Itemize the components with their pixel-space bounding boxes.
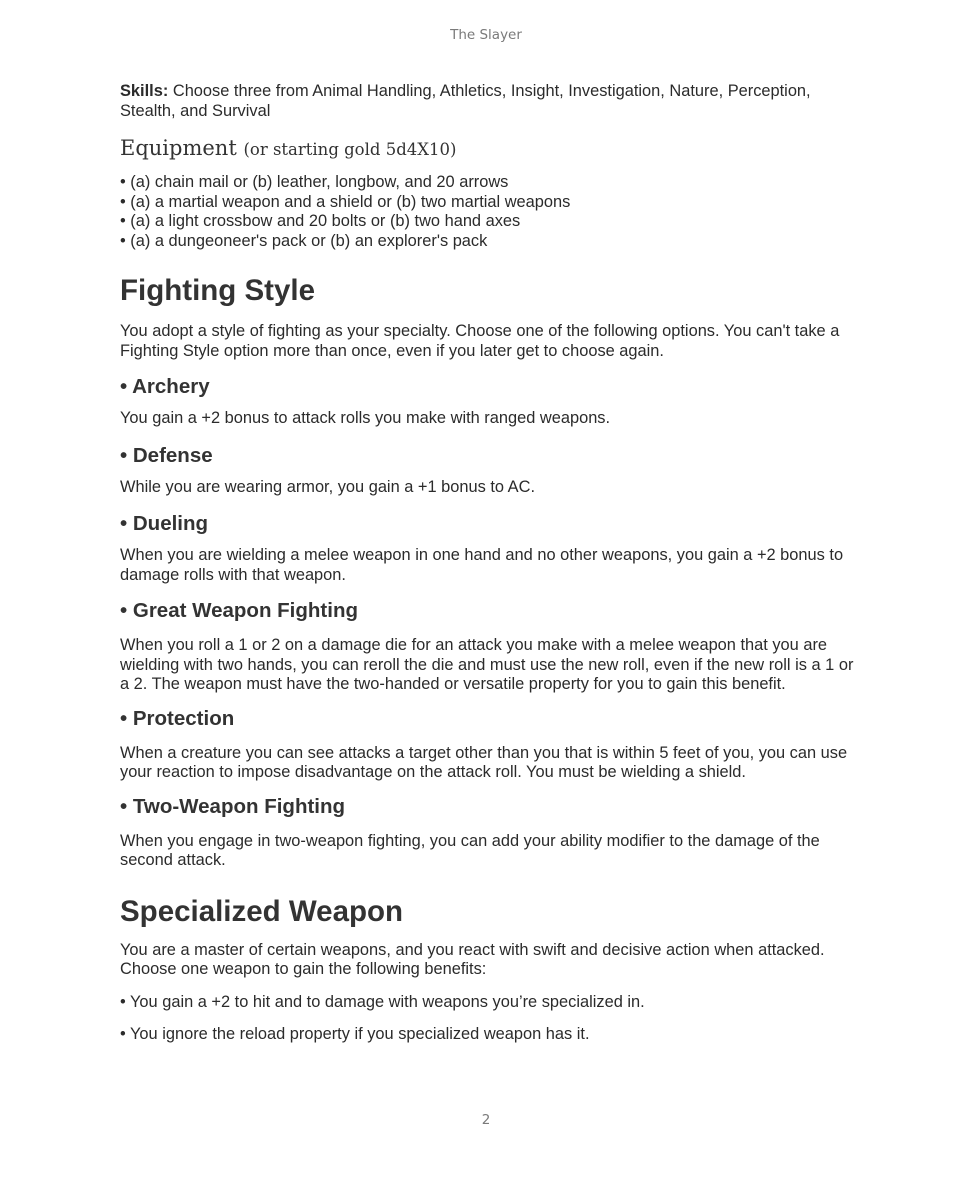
specialized-weapon-heading: Specialized Weapon xyxy=(120,894,404,928)
option-title-archery: • Archery xyxy=(120,375,210,399)
option-title-defense: • Defense xyxy=(120,443,213,467)
option-text-archery: You gain a +2 bonus to attack rolls you make with ranged weapons. xyxy=(120,409,611,428)
equipment-item: • (a) a dungeoneer's pack or (b) an explorer's pack xyxy=(120,231,488,250)
specialized-weapon-intro: You are a master of certain weapons, and you react with swift and decisive action when attacked. Choose one weapon to gain the following benefits: xyxy=(120,940,825,979)
equipment-item: • (a) a martial weapon and a shield or (b) two martial weapons xyxy=(120,192,571,211)
option-text-two-weapon-fighting: When you engage in two-weapon fighting, you can add your ability modifier to the damage of the second attack. xyxy=(120,831,820,870)
option-text-protection: When a creature you can see attacks a target other than you that is within 5 feet of you, you can use your reaction to impose disadvantage on the attack roll. You must be wielding a shield. xyxy=(120,743,848,782)
equipment-heading xyxy=(120,135,860,163)
equipment-list xyxy=(120,173,860,251)
equipment-item: • (a) chain mail or (b) leather, longbow, and 20 arrows xyxy=(120,173,509,191)
option-title-two-weapon-fighting: • Two-Weapon Fighting xyxy=(120,794,346,818)
skills-paragraph xyxy=(120,82,860,121)
equipment-subtitle: (or starting gold 5d4X10) xyxy=(243,140,457,159)
option-text-great-weapon-fighting: When you roll a 1 or 2 on a damage die for an attack you make with a melee weapon that you are wielding with two hands, you can reroll the die and must use the new roll, even if the new roll is a 1 or a 2. The weapon must have the two-handed or versatile property for you to gain this benefit. xyxy=(120,636,854,694)
running-header: The Slayer xyxy=(450,27,522,43)
specialized-weapon-item: • You ignore the reload property if you specialized weapon has it. xyxy=(120,1025,590,1044)
equipment-item: • (a) a light crossbow and 20 bolts or (b) two hand axes xyxy=(120,212,521,231)
option-text-dueling: When you are wielding a melee weapon in one hand and no other weapons, you gain a +2 bonus to damage rolls with that weapon. xyxy=(120,546,844,584)
equipment-title: Equipment xyxy=(120,136,237,160)
page-number: 2 xyxy=(481,1112,491,1128)
page-content xyxy=(120,82,860,1045)
option-title-great-weapon-fighting: • Great Weapon Fighting xyxy=(120,599,358,623)
skills-text: Choose three from Animal Handling, Athletics, Insight, Investigation, Nature, Perception, Stealth, and Survival xyxy=(120,82,811,120)
fighting-style-heading: Fighting Style xyxy=(120,274,316,308)
specialized-weapon-item: • You gain a +2 to hit and to damage with weapons you’re specialized in. xyxy=(120,992,645,1011)
fighting-style-intro: You adopt a style of fighting as your specialty. Choose one of the following options. You can't take a Fighting Style option more than once, even if you later get to choose again. xyxy=(120,322,840,360)
skills-label: Skills: xyxy=(120,82,169,100)
option-title-protection: • Protection xyxy=(120,706,235,730)
option-text-defense: While you are wearing armor, you gain a +1 bonus to AC. xyxy=(120,477,536,496)
option-title-dueling: • Dueling xyxy=(120,512,209,536)
